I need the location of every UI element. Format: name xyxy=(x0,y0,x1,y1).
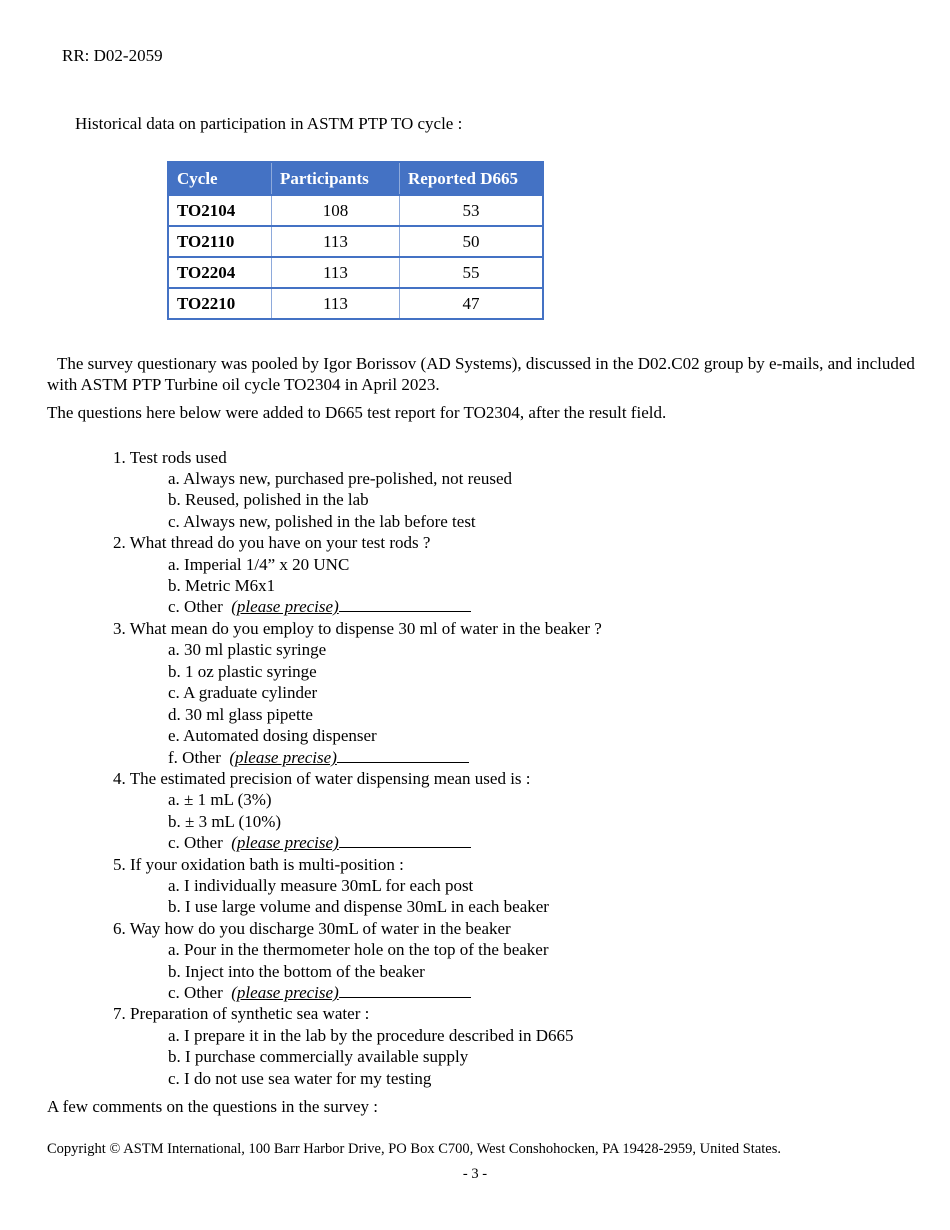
table-row xyxy=(168,195,543,226)
blank-line xyxy=(339,597,471,612)
table-row xyxy=(168,288,543,319)
option-letter: c. xyxy=(168,512,180,531)
please-precise-field: (please precise) xyxy=(229,748,337,767)
option-text: I purchase commercially available supply xyxy=(185,1047,469,1066)
option-other xyxy=(168,833,471,853)
option-text: Inject into the bottom of the beaker xyxy=(185,962,425,981)
option-text: ± 3 mL (10%) xyxy=(185,812,282,831)
comments-heading: A few comments on the questions in the survey : xyxy=(47,1097,378,1116)
cell-participants: 113 xyxy=(272,288,400,319)
option-letter: b. xyxy=(168,576,181,595)
option-letter: b. xyxy=(168,662,181,681)
option-text: Other xyxy=(184,597,223,616)
option-text: Metric M6x1 xyxy=(185,576,276,595)
option-text: I use large volume and dispense 30mL in each beaker xyxy=(185,897,549,916)
blank-line xyxy=(337,748,469,763)
option-letter: a. xyxy=(168,1026,180,1045)
question-number: 7. xyxy=(113,1004,126,1023)
option-other xyxy=(168,597,471,617)
option xyxy=(168,962,425,982)
table-row xyxy=(168,257,543,288)
question-number: 2. xyxy=(113,533,126,552)
question-number: 5. xyxy=(113,855,126,874)
option xyxy=(168,876,473,896)
option xyxy=(168,812,281,832)
option-letter: b. xyxy=(168,490,181,509)
col-cycle: Cycle xyxy=(168,162,272,195)
option-letter: d. xyxy=(168,705,181,724)
option-letter: b. xyxy=(168,1047,181,1066)
option-letter: c. xyxy=(168,683,180,702)
cell-cycle: TO2210 xyxy=(168,288,272,319)
option-letter: a. xyxy=(168,555,180,574)
option-text: Other xyxy=(184,983,223,1002)
table-row xyxy=(168,226,543,257)
blank-line xyxy=(339,983,471,998)
option xyxy=(168,640,326,660)
option-letter: c. xyxy=(168,597,180,616)
cell-reported: 55 xyxy=(400,257,544,288)
option-text: Other xyxy=(184,833,223,852)
question-6 xyxy=(113,919,511,939)
participation-table xyxy=(167,161,544,320)
option xyxy=(168,940,549,960)
cell-reported: 50 xyxy=(400,226,544,257)
option xyxy=(168,705,313,725)
option-letter: e. xyxy=(168,726,180,745)
question-text: The estimated precision of water dispensing mean used is : xyxy=(129,769,531,788)
cell-cycle: TO2204 xyxy=(168,257,272,288)
page-number: - 3 - xyxy=(462,1166,488,1182)
option-letter: c. xyxy=(168,833,180,852)
option-text: Other xyxy=(182,748,221,767)
option xyxy=(168,512,476,532)
question-number: 1. xyxy=(113,448,126,467)
option-letter: a. xyxy=(168,876,180,895)
option-text: Pour in the thermometer hole on the top of the beaker xyxy=(184,940,549,959)
option xyxy=(168,576,275,596)
cell-participants: 108 xyxy=(272,195,400,226)
option xyxy=(168,683,317,703)
survey-description: The survey questionary was pooled by Igor Borissov (AD Systems), discussed in the D02.C02 group by e-mails, and included with ASTM PTP Turbine oil cycle TO2304 in April 2023. xyxy=(47,354,915,394)
question-1 xyxy=(113,448,227,468)
question-text: Preparation of synthetic sea water : xyxy=(130,1004,370,1023)
cell-cycle: TO2104 xyxy=(168,195,272,226)
cell-participants: 113 xyxy=(272,226,400,257)
option xyxy=(168,1069,431,1089)
col-participants: Participants xyxy=(272,162,400,195)
option xyxy=(168,662,317,682)
option-text: Reused, polished in the lab xyxy=(185,490,369,509)
cell-reported: 53 xyxy=(400,195,544,226)
question-5 xyxy=(113,855,404,875)
questions-intro: The questions here below were added to D665 test report for TO2304, after the result field. xyxy=(47,403,667,422)
option-letter: f. xyxy=(168,748,178,767)
question-number: 6. xyxy=(113,919,126,938)
option xyxy=(168,897,549,917)
option-text: A graduate cylinder xyxy=(183,683,318,702)
table-header-row xyxy=(168,162,543,195)
option-text: Automated dosing dispenser xyxy=(183,726,377,745)
col-reported: Reported D665 xyxy=(400,162,544,195)
option-text: ± 1 mL (3%) xyxy=(184,790,272,809)
option-other xyxy=(168,983,471,1003)
question-text: Test rods used xyxy=(129,448,227,467)
option xyxy=(168,790,272,810)
option-letter: c. xyxy=(168,1069,180,1088)
option-text: 1 oz plastic syringe xyxy=(185,662,317,681)
intro-text: Historical data on participation in ASTM PTP TO cycle : xyxy=(75,114,463,133)
option-text: Imperial 1/4” x 20 UNC xyxy=(184,555,350,574)
question-number: 3. xyxy=(113,619,126,638)
option-letter: a. xyxy=(168,790,180,809)
question-text: Way how do you discharge 30mL of water in the beaker xyxy=(129,919,511,938)
question-4 xyxy=(113,769,531,789)
blank-line xyxy=(339,833,471,848)
question-number: 4. xyxy=(113,769,126,788)
option xyxy=(168,469,512,489)
question-3 xyxy=(113,619,602,639)
please-precise-field: (please precise) xyxy=(231,597,339,616)
cell-reported: 47 xyxy=(400,288,544,319)
please-precise-field: (please precise) xyxy=(231,983,339,1002)
question-text: If your oxidation bath is multi-position : xyxy=(130,855,404,874)
option-letter: b. xyxy=(168,897,181,916)
question-text: What mean do you employ to dispense 30 ml of water in the beaker ? xyxy=(129,619,602,638)
report-id: RR: D02-2059 xyxy=(62,46,163,65)
option-text: Always new, purchased pre-polished, not reused xyxy=(183,469,512,488)
option xyxy=(168,555,349,575)
option-text: I do not use sea water for my testing xyxy=(184,1069,432,1088)
option-letter: a. xyxy=(168,640,180,659)
option-letter: b. xyxy=(168,962,181,981)
cell-cycle: TO2110 xyxy=(168,226,272,257)
option xyxy=(168,726,377,746)
cell-participants: 113 xyxy=(272,257,400,288)
option-text: 30 ml glass pipette xyxy=(185,705,313,724)
option-text: Always new, polished in the lab before test xyxy=(183,512,476,531)
option-text: I prepare it in the lab by the procedure described in D665 xyxy=(184,1026,574,1045)
option xyxy=(168,1026,574,1046)
option-letter: a. xyxy=(168,469,180,488)
option xyxy=(168,1047,468,1067)
option-letter: c. xyxy=(168,983,180,1002)
question-text: What thread do you have on your test rods ? xyxy=(129,533,431,552)
question-7 xyxy=(113,1004,369,1024)
option-text: I individually measure 30mL for each post xyxy=(184,876,474,895)
option-letter: a. xyxy=(168,940,180,959)
option-other xyxy=(168,748,469,768)
please-precise-field: (please precise) xyxy=(231,833,339,852)
option-letter: b. xyxy=(168,812,181,831)
copyright-footer: Copyright © ASTM International, 100 Barr Harbor Drive, PO Box C700, West Conshohocken, PA 19428-2959, United States. xyxy=(47,1141,781,1157)
option-text: 30 ml plastic syringe xyxy=(184,640,327,659)
question-2 xyxy=(113,533,430,553)
option xyxy=(168,490,369,510)
